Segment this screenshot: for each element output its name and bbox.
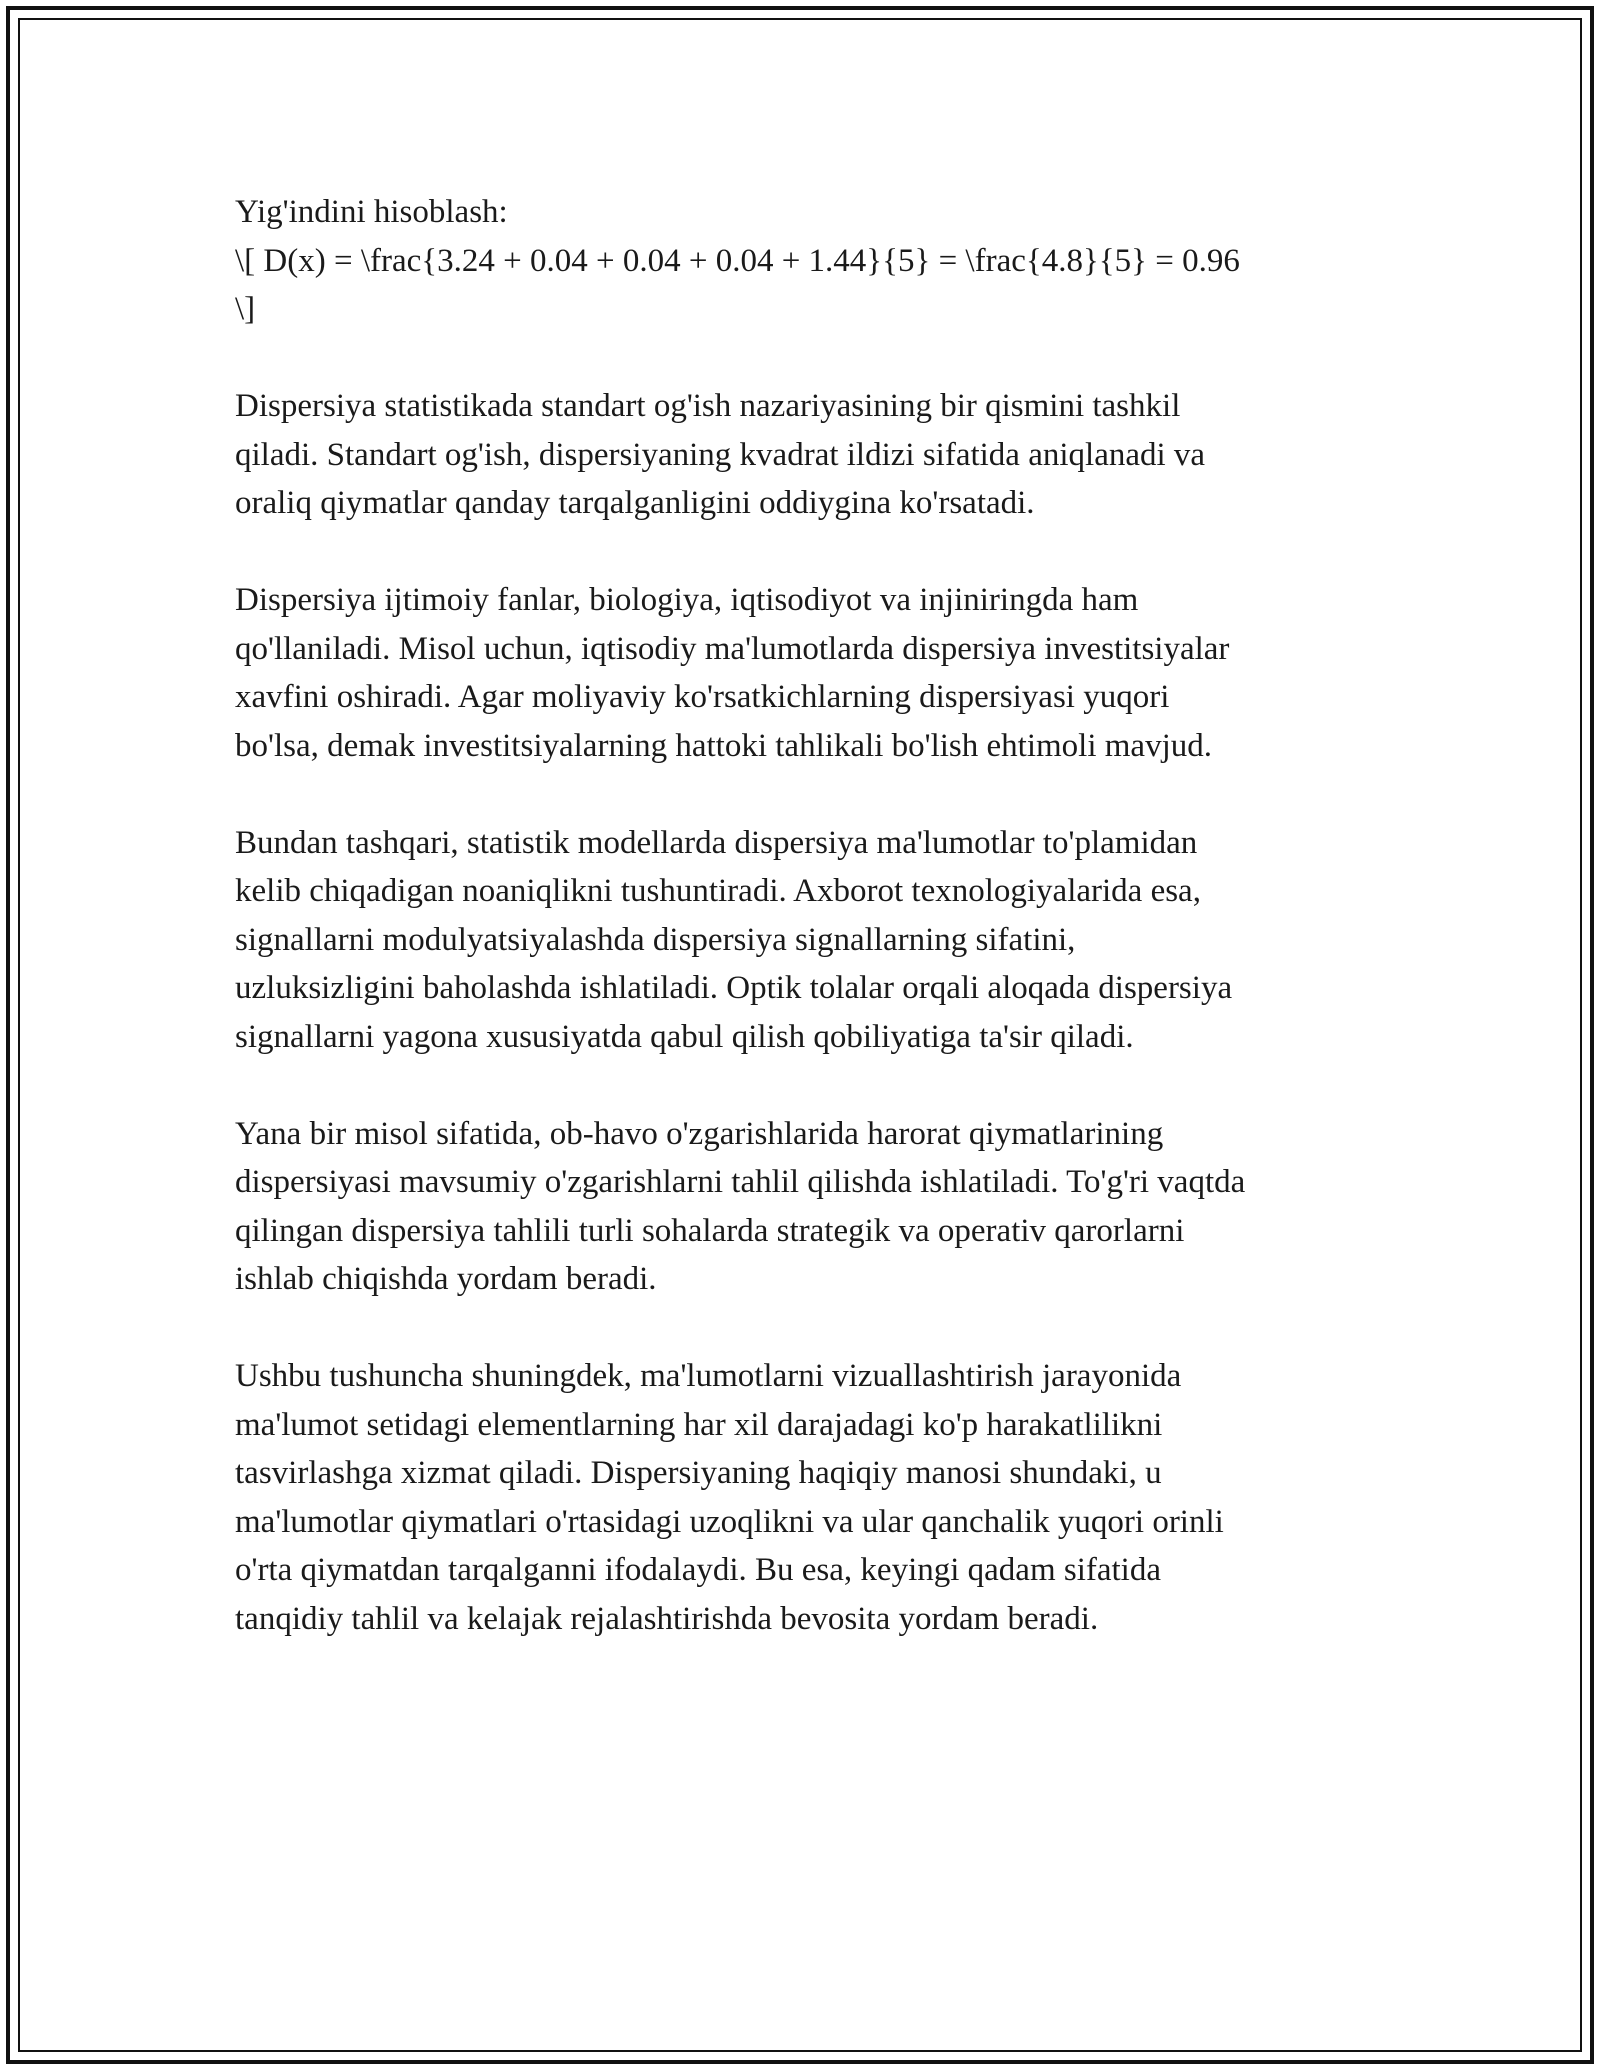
text-line: qilingan dispersiya tahlili turli sohalarda strategik va operativ qarorlarni: [235, 1212, 1185, 1249]
text-line: Dispersiya statistikada standart og'ish nazariyasining bir qismini tashkil: [235, 388, 1181, 424]
text-line: Dispersiya ijtimoiy fanlar, biologiya, iqtisodiyot va injiniringda ham: [235, 582, 1139, 618]
text-line: Yana bir misol sifatida, ob-havo o'zgarishlarida harorat qiymatlarining: [235, 1115, 1164, 1152]
text-line: signallarni yagona xususiyatda qabul qilish qobiliyatiga ta'sir qiladi.: [235, 1018, 1134, 1055]
text-line: tanqidiy tahlil va kelajak rejalashtirishda bevosita yordam beradi.: [235, 1600, 1099, 1637]
text-line: Yig'indini hisoblash:: [235, 194, 508, 230]
paragraph-applications: [235, 576, 1365, 770]
paragraph-standard-deviation: [235, 382, 1365, 528]
document-body: [235, 188, 1365, 1692]
text-line: ishlab chiqishda yordam beradi.: [235, 1261, 657, 1297]
text-line: qiladi. Standart og'ish, dispersiyaning kvadrat ildizi sifatida aniqlanadi va: [235, 436, 1206, 473]
text-line: tasvirlashga xizmat qiladi. Dispersiyaning haqiqiy manosi shundaki, u: [235, 1455, 1162, 1491]
text-line: qo'llaniladi. Misol uchun, iqtisodiy ma'lumotlarda dispersiya investitsiyalar: [235, 630, 1230, 667]
text-line: oraliq qiymatlar qanday tarqalganligini oddiygina ko'rsatadi.: [235, 485, 1035, 521]
text-line: uzluksizligini baholashda ishlatiladi. Optik tolalar orqali aloqada dispersiya: [235, 970, 1233, 1006]
text-line: kelib chiqadigan noaniqlikni tushuntiradi. Axborot texnologiyalarida esa,: [235, 873, 1201, 909]
text-line: signallarni modulyatsiyalashda dispersiya signallarning sifatini,: [235, 921, 1076, 958]
text-line: ma'lumotlar qiymatlari o'rtasidagi uzoqlikni va ular qanchalik yuqori orinli: [235, 1503, 1224, 1540]
text-line: dispersiyasi mavsumiy o'zgarishlarni tahlil qilishda ishlatiladi. To'g'ri vaqtda: [235, 1164, 1246, 1200]
text-line: bo'lsa, demak investitsiyalarning hattoki tahlikali bo'lish ehtimoli mavjud.: [235, 727, 1212, 764]
text-line: ma'lumot setidagi elementlarning har xil darajadagi ko'p harakatlilikni: [235, 1406, 1163, 1443]
formula-line: \[ D(x) = \frac{3.24 + 0.04 + 0.04 + 0.04 + 1.44}{5} = \frac{4.8}{5} = 0.96: [235, 242, 1240, 279]
paragraph-statistical-models: [235, 819, 1365, 1062]
paragraph-weather-example: [235, 1110, 1365, 1304]
text-line: Bundan tashqari, statistik modellarda dispersiya ma'lumotlar to'plamidan: [235, 824, 1198, 861]
text-line: xavfini oshiradi. Agar moliyaviy ko'rsatkichlarning dispersiyasi yuqori: [235, 679, 1170, 715]
text-line: Ushbu tushuncha shuningdek, ma'lumotlarni vizuallashtirish jarayonida: [235, 1358, 1182, 1394]
formula-line: \]: [235, 291, 256, 327]
paragraph-visualization: [235, 1352, 1365, 1643]
paragraph-sum-calculation: [235, 188, 1365, 334]
text-line: o'rta qiymatdan tarqalganni ifodalaydi. Bu esa, keyingi qadam sifatida: [235, 1552, 1161, 1588]
